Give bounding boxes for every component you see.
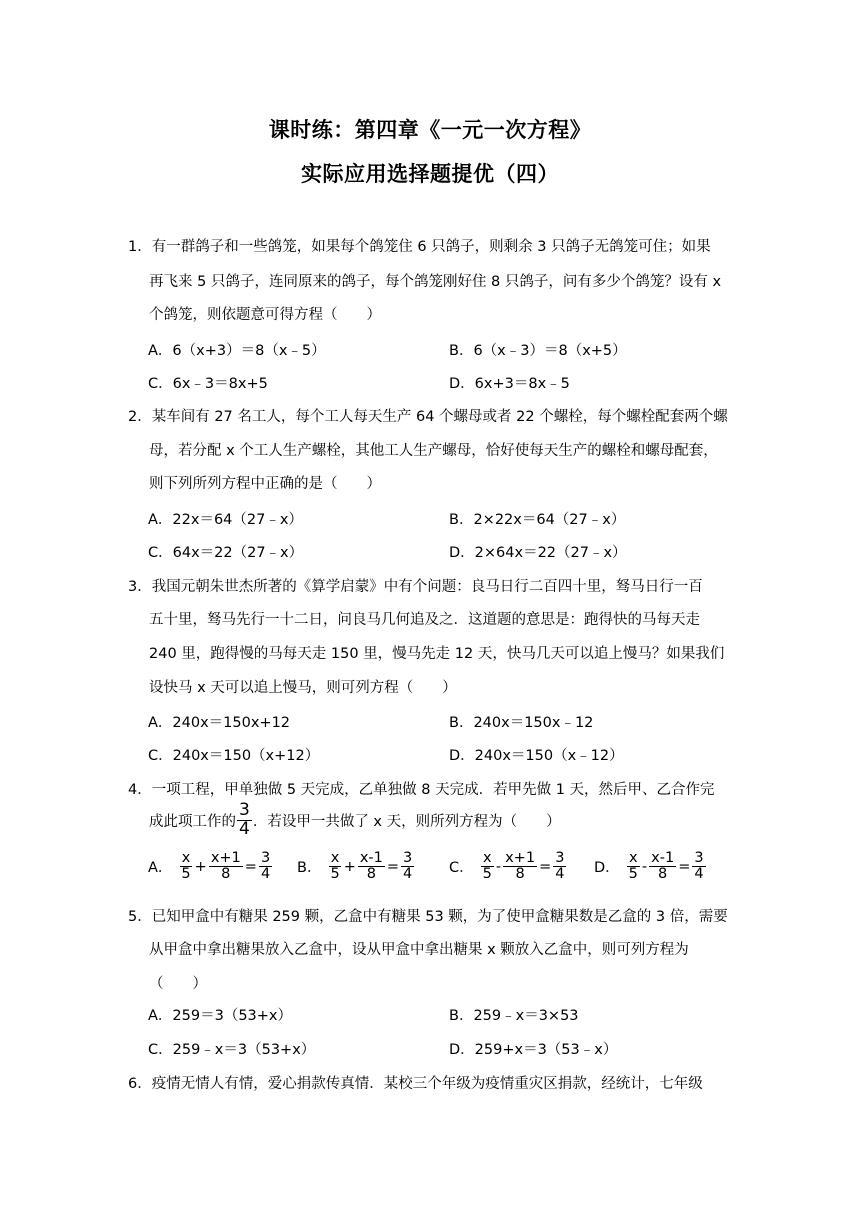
q5-option-d: D．259+x＝3（53﹣x）: [449, 1042, 618, 1058]
fraction: [358, 851, 385, 882]
denominator: 5: [482, 866, 492, 883]
denominator: 4: [694, 866, 704, 883]
q5-option-c: C．259﹣x＝3（53+x）: [148, 1042, 316, 1058]
q5-line-3: （ ）: [149, 976, 207, 992]
q2-option-b: B．2×22x＝64（27﹣x）: [449, 512, 626, 528]
numerator: x-1: [651, 850, 675, 866]
denominator: 8: [221, 866, 231, 883]
equals-sign: =: [678, 858, 691, 875]
q4-fraction-three-quarters: [237, 802, 252, 839]
q1-line-1: 1．有一群鸽子和一些鸽笼，如果每个鸽笼住 6 只鸽子，则剩余 3 只鸽子无鸽笼可住；如果: [128, 239, 711, 255]
numerator: x: [628, 850, 638, 866]
q4-option-b: [297, 851, 415, 882]
q3-line-3: 240 里，跑得慢的马每天走 150 里，慢马先走 12 天，快马几天可以追上慢马？如果我们: [149, 646, 725, 662]
numerator: x: [482, 850, 492, 866]
denominator: 5: [628, 866, 638, 883]
numerator: x+1: [210, 850, 241, 866]
numerator: x: [181, 850, 191, 866]
q4-option-d: [594, 851, 707, 882]
denominator: 5: [330, 866, 340, 883]
q3-line-1: 3．我国元朝朱世杰所著的《算学启蒙》中有个问题：良马日行二百四十里，驽马日行一百: [128, 579, 703, 595]
denominator: 4: [555, 866, 565, 883]
numerator: x+1: [505, 850, 536, 866]
q3-line-4: 设快马 x 天可以追上慢马，则可列方程（ ）: [149, 680, 457, 696]
q1-line-3: 个鸽笼，则依题意可得方程（ ）: [149, 307, 381, 323]
denominator: 4: [260, 866, 271, 883]
operator: +: [194, 858, 207, 875]
operator: -: [495, 858, 502, 875]
q1-option-d: D．6x+3＝8x﹣5: [449, 376, 570, 392]
fraction: [179, 851, 192, 882]
numerator: 3: [403, 850, 413, 866]
equals-sign: =: [539, 858, 552, 875]
q2-line-1: 2．某车间有 27 名工人，每个工人每天生产 64 个螺母或者 22 个螺栓，每个螺栓配套两个螺: [128, 409, 728, 425]
q3-option-a: A．240x＝150x+12: [148, 715, 291, 731]
q4-line-1: 4．一项工程，甲单独做 5 天完成，乙单独做 8 天完成．若甲先做 1 天，然后甲、乙合作完: [128, 782, 715, 798]
denominator: 8: [366, 866, 376, 883]
q4-option-b-label: B．: [297, 860, 322, 877]
numerator: 3: [694, 850, 704, 866]
q2-option-a: A．22x＝64（27﹣x）: [148, 512, 303, 528]
q3-line-2: 五十里，驽马先行一十二日，问良马几何追及之．这道题的意思是：跑得快的马每天走: [149, 612, 700, 628]
q4-fraction-numerator: 3: [239, 800, 250, 820]
q5-line-1: 5．已知甲盒中有糖果 259 颗，乙盒中有糖果 53 颗，为了使甲盒糖果数是乙盒的 3 倍，需要: [128, 909, 728, 925]
q6-line-1: 6．疫情无情人有情，爱心捐款传真情．某校三个年级为疫情重灾区捐款，经统计，七年级: [128, 1076, 703, 1092]
q2-option-d: D．2×64x＝22（27﹣x）: [449, 545, 627, 561]
q1-line-2: 再飞来 5 只鸽子，连同原来的鸽子，每个鸽笼刚好住 8 只鸽子，问有多少个鸽笼？设有 x: [149, 274, 722, 290]
numerator: x: [330, 850, 340, 866]
numerator: 3: [555, 850, 565, 866]
q5-line-2: 从甲盒中拿出糖果放入乙盒中，设从甲盒中拿出糖果 x 颗放入乙盒中，则可列方程为: [149, 942, 689, 958]
fraction: [692, 851, 705, 882]
fraction: [259, 851, 272, 882]
q5-option-a: A．259＝3（53+x）: [148, 1008, 293, 1024]
q5-option-b: B．259﹣x＝3×53: [449, 1008, 579, 1024]
page-subtitle: 实际应用选择题提优（四）: [301, 162, 559, 186]
q4-line-2-prefix: 成此项工作的: [149, 813, 236, 830]
fraction: [553, 851, 566, 882]
denominator: 5: [181, 866, 191, 883]
denominator: 4: [403, 866, 413, 883]
operator: +: [343, 858, 356, 875]
q4-fraction-denominator: 4: [239, 818, 250, 839]
q2-option-c: C．64x＝22（27﹣x）: [148, 545, 304, 561]
q2-line-2: 母，若分配 x 个工人生产螺栓，其他工人生产螺母，恰好使每天生产的螺栓和螺母配套，: [149, 443, 718, 459]
q2-line-3: 则下列所列方程中正确的是（ ）: [149, 476, 381, 492]
fraction: [328, 851, 341, 882]
q3-option-b: B．240x＝150x﹣12: [449, 715, 594, 731]
q4-line-2-suffix: ．若设甲一共做了 x 天，则所列方程为（ ）: [252, 813, 561, 830]
q4-option-c: [449, 851, 567, 882]
fraction: [209, 851, 243, 882]
page-title: 课时练：第四章《一元一次方程》: [268, 118, 592, 142]
fraction: [649, 851, 676, 882]
q4-line-2: [149, 802, 561, 839]
q4-option-a: [148, 851, 273, 882]
numerator: 3: [260, 850, 271, 866]
equals-sign: =: [386, 858, 400, 875]
q4-option-a-label: A．: [148, 860, 173, 877]
fraction: [401, 851, 414, 882]
fraction: [627, 851, 640, 882]
denominator: 8: [515, 866, 525, 883]
fraction: [481, 851, 494, 882]
fraction: [503, 851, 537, 882]
q1-option-b: B．6（x﹣3）＝8（x+5）: [449, 343, 627, 359]
q1-option-a: A．6（x+3）＝8（x﹣5）: [148, 343, 326, 359]
numerator: x-1: [359, 850, 383, 866]
q3-option-c: C．240x＝150（x+12）: [148, 748, 320, 764]
q4-option-d-label: D．: [594, 860, 620, 877]
q4-option-c-label: C．: [449, 860, 474, 877]
q1-option-c: C．6x﹣3＝8x+5: [148, 376, 268, 392]
denominator: 8: [658, 866, 668, 883]
q3-option-d: D．240x＝150（x﹣12）: [449, 748, 624, 764]
equals-sign: =: [244, 858, 257, 875]
operator: -: [641, 858, 648, 875]
